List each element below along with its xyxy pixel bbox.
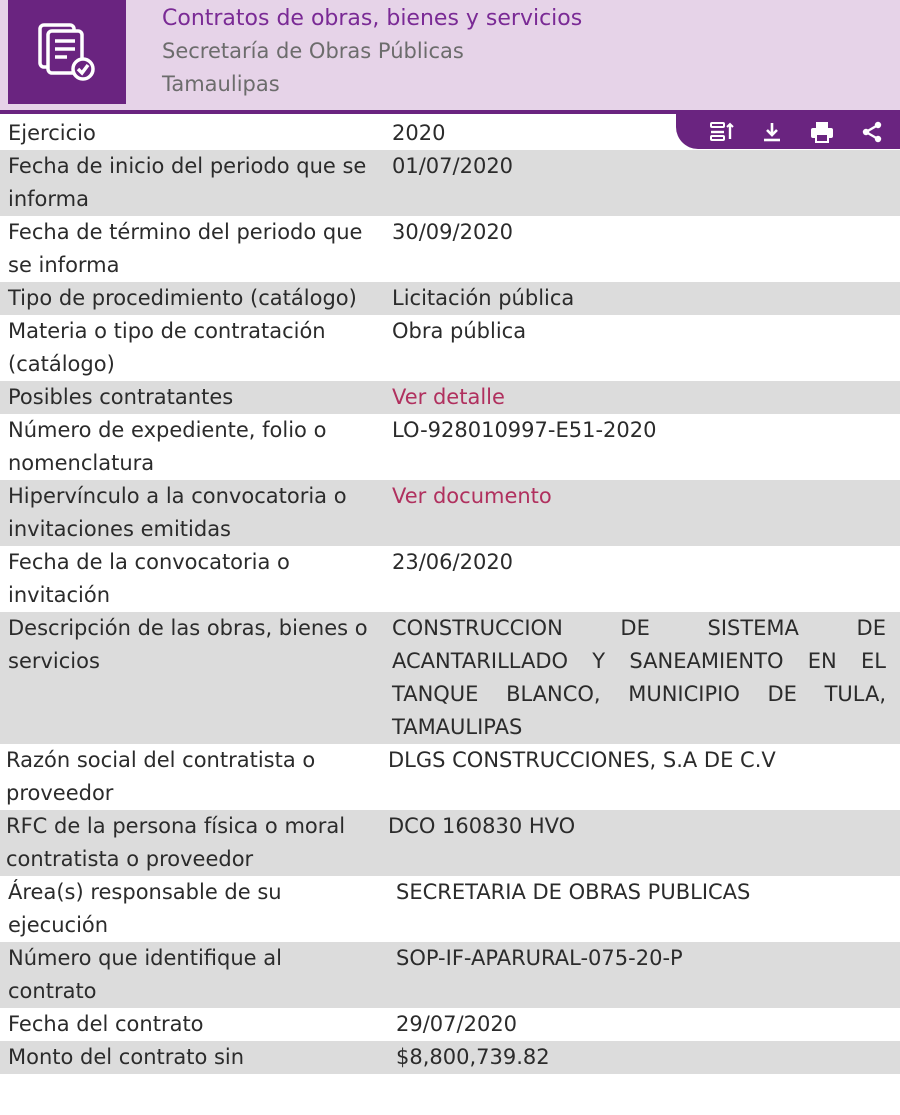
row-value: DLGS CONSTRUCCIONES, S.A DE C.V [388, 748, 776, 772]
row-label: Fecha de la convocatoria o invitación [8, 550, 290, 607]
row-value: Licitación pública [392, 286, 575, 310]
row-label: Hipervínculo a la convocatoria o invitaciones emitidas [8, 484, 347, 541]
row-label: Materia o tipo de contratación (catálogo) [8, 319, 326, 376]
row-label: Fecha del contrato [8, 1012, 204, 1036]
table-row [0, 876, 900, 942]
row-value: 30/09/2020 [392, 220, 514, 244]
table-row [0, 744, 900, 810]
ver-detalle-link[interactable]: Ver detalle [392, 385, 505, 409]
contract-details-table [0, 117, 900, 1074]
row-value: 01/07/2020 [392, 154, 514, 178]
row-label: Área(s) responsable de su ejecución [8, 880, 282, 937]
row-label: Posibles contratantes [8, 385, 234, 409]
page-subtitle: Secretaría de Obras Públicas [162, 39, 464, 63]
row-label: Número que identifique al contrato [8, 946, 282, 1003]
table-row [0, 546, 900, 612]
share-icon [860, 120, 884, 144]
row-label: Razón social del contratista o proveedor [6, 748, 316, 805]
row-value: LO-928010997-E51-2020 [392, 418, 657, 442]
documents-check-icon [36, 21, 98, 83]
row-label: Número de expediente, folio o nomenclatura [8, 418, 327, 475]
page-header [0, 0, 900, 110]
table-row [0, 612, 900, 744]
logo [8, 0, 126, 104]
row-value: SECRETARIA DE OBRAS PUBLICAS [396, 880, 751, 904]
table-row [0, 282, 900, 315]
page-title: Contratos de obras, bienes y servicios [162, 6, 583, 31]
table-row [0, 1008, 900, 1041]
row-label: Ejercicio [8, 121, 96, 145]
table-row [0, 216, 900, 282]
row-label: Tipo de procedimiento (catálogo) [8, 286, 357, 310]
row-value: Obra pública [392, 319, 527, 343]
share-button[interactable] [858, 118, 886, 146]
download-icon [760, 120, 784, 144]
table-row [0, 414, 900, 480]
table-row [0, 480, 900, 546]
row-value: SOP-IF-APARURAL-075-20-P [396, 946, 683, 970]
action-toolbar [676, 114, 900, 149]
table-row [0, 942, 900, 1008]
row-value: $8,800,739.82 [396, 1045, 550, 1069]
row-value: 29/07/2020 [396, 1012, 518, 1036]
filter-button[interactable] [708, 118, 736, 146]
row-label: RFC de la persona física o moral contratista o proveedor [6, 814, 346, 871]
row-label: Fecha de término del periodo que se informa [8, 220, 363, 277]
print-button[interactable] [808, 118, 836, 146]
ver-documento-link[interactable]: Ver documento [392, 484, 552, 508]
row-label: Fecha de inicio del periodo que se informa [8, 154, 367, 211]
row-value: 23/06/2020 [392, 550, 514, 574]
row-value: 2020 [392, 121, 446, 145]
row-value: DCO 160830 HVO [388, 814, 576, 838]
page-state: Tamaulipas [162, 72, 280, 96]
print-icon [809, 120, 835, 144]
table-row [0, 1041, 900, 1074]
row-label: Descripción de las obras, bienes o servicios [8, 616, 368, 673]
table-row [0, 381, 900, 414]
row-label: Monto del contrato sin [8, 1045, 245, 1069]
filter-list-icon [709, 120, 735, 144]
download-button[interactable] [758, 118, 786, 146]
table-row [0, 150, 900, 216]
table-row [0, 315, 900, 381]
row-value: CONSTRUCCION DE SISTEMA DE ACANTARILLADO Y SANEAMIENTO EN EL TANQUE BLANCO, MUNICIPIO DE TULA, TAMAULIPAS [392, 616, 886, 739]
table-row [0, 810, 900, 876]
